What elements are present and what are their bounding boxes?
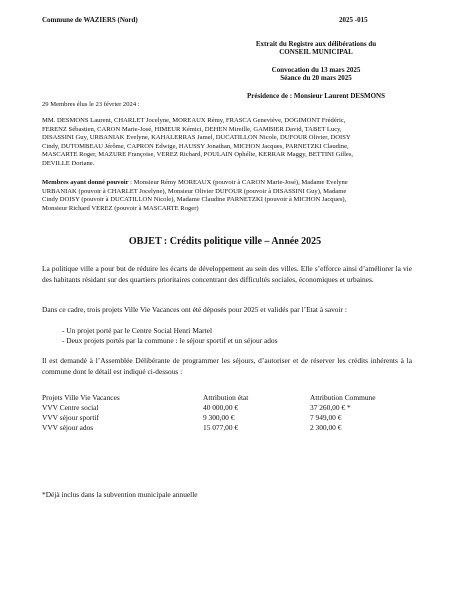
extrait-line-2: CONSEIL MUNICIPAL (279, 48, 353, 56)
body-paragraph-1: La politique ville a pour but de réduire les écarts de développement au sein des villes. Elle s’efforce ainsi d’améliorer la vie des habitants résidant sur des quartiers prioritaires concentrant des difficultés sociales, économiques et urbaines. (42, 264, 412, 284)
membres-line: DEVILLE Doriane. (42, 159, 95, 167)
presidence: Présidence de : Monsieur Laurent DESMONS (247, 92, 385, 100)
table-header-cell: Projets Ville Vie Vacances (42, 393, 120, 402)
pouvoir-line: Monsieur Richard VEREZ (pouvoir à MASCARTE Roger) (42, 204, 199, 212)
projet-item-1: - Un projet porté par le Centre Social Henri Martel (62, 326, 213, 335)
table-header-cell: Attribution état (203, 393, 249, 402)
membres-elus: 29 Membres élus le 23 février 2024 : (42, 101, 140, 108)
convocation-date: Convocation du 13 mars 2025 (271, 66, 361, 74)
membres-pouvoir (42, 179, 414, 213)
projet-item-2: - Deux projets portés par la commune : le séjour sportif et un séjour ados (62, 336, 278, 345)
footnote: *Déjà inclus dans la subvention municipale annuelle (42, 490, 198, 499)
table-header-cell: Attribution Commune (310, 393, 376, 402)
table-cell: 37 260,00 € * (310, 403, 351, 412)
membres-line: Cindy, DUTOMBEAU Jérôme, CAPRON Edwige, HAUSSY Jonathan, MICHON Jacques, PARNETZKI Claudine, (42, 142, 349, 150)
table-cell: 2 300,00 € (310, 423, 342, 432)
table-cell: 15 077,00 € (203, 423, 239, 432)
membres-line: DISASSINI Guy, URBANIAK Evelyne, KAHALERRAS Jamel, DUCATILLON Nicole, DUFOUR Olivier, DOISY (42, 134, 351, 142)
objet-title: OBJET : Crédits politique ville – Année 2025 (128, 236, 322, 247)
table-cell: 9 300,00 € (203, 413, 235, 422)
table-cell: VVV séjour sportif (42, 413, 99, 422)
table-cell: 40 000,00 € (203, 403, 239, 412)
membres-line: MM. DESMONS Laurent, CHARLET Jocelyne, MOREAUX Rémy, FRASCA Geneviève, DOGIMONT Frédéric, (42, 117, 346, 124)
seance-date: Séance du 20 mars 2025 (280, 74, 352, 82)
membres-line: FERENZ Sébastien, CARON Marie-José, HIMEUR Kémici, DEHEN Mireille, GAMBIER David, TABET Lucy, (42, 125, 342, 133)
commune-header: Commune de WAZIERS (Nord) (42, 16, 138, 24)
table-cell: 7 949,00 € (310, 413, 342, 422)
body-paragraph-3: Il est demandé à l’Assemblée Délibérante de programmer les séjours, d’autoriser et de réserver les crédits inhérents à la commune dont le détail est indiqué ci-dessous : (42, 356, 412, 376)
membres-line: MASCARTE Roger, MAZURE Françoise, VEREZ Richard, POULAIN Ophélie, KERRAR Maggy, BETTINI Gilles, (42, 151, 354, 159)
table-cell: VVV séjour ados (42, 423, 94, 432)
deliberation-number: 2025 -015 (339, 16, 368, 24)
body-paragraph-2: Dans ce cadre, trois projets Ville Vie Vacances ont été déposés pour 2025 et validés par l’Etat à savoir : (42, 305, 347, 314)
extrait-line-1: Extrait du Registre aux délibérations du (255, 40, 377, 48)
pouvoir-line: Cindy DOISY (pouvoir à DUCATILLON Nicole), Madame Claudine PARNETZKI (pouvoir à MICHON Jacques), (42, 196, 347, 204)
pouvoir-line: URBANIAK (pouvoir à CHARLET Jocelyne), Monsieur Olivier DUFOUR (pouvoir à DISASSINI Guy), Madame (42, 187, 347, 195)
pouvoir-label: Membres ayant donné pouvoir (42, 179, 129, 186)
pouvoir-line: : Monsieur Rémy MOREAUX (pouvoir à CARON Marie-José), Madame Evelyne (128, 179, 348, 186)
membres-presents (42, 117, 414, 169)
table-cell: VVV Centre social (42, 403, 99, 412)
